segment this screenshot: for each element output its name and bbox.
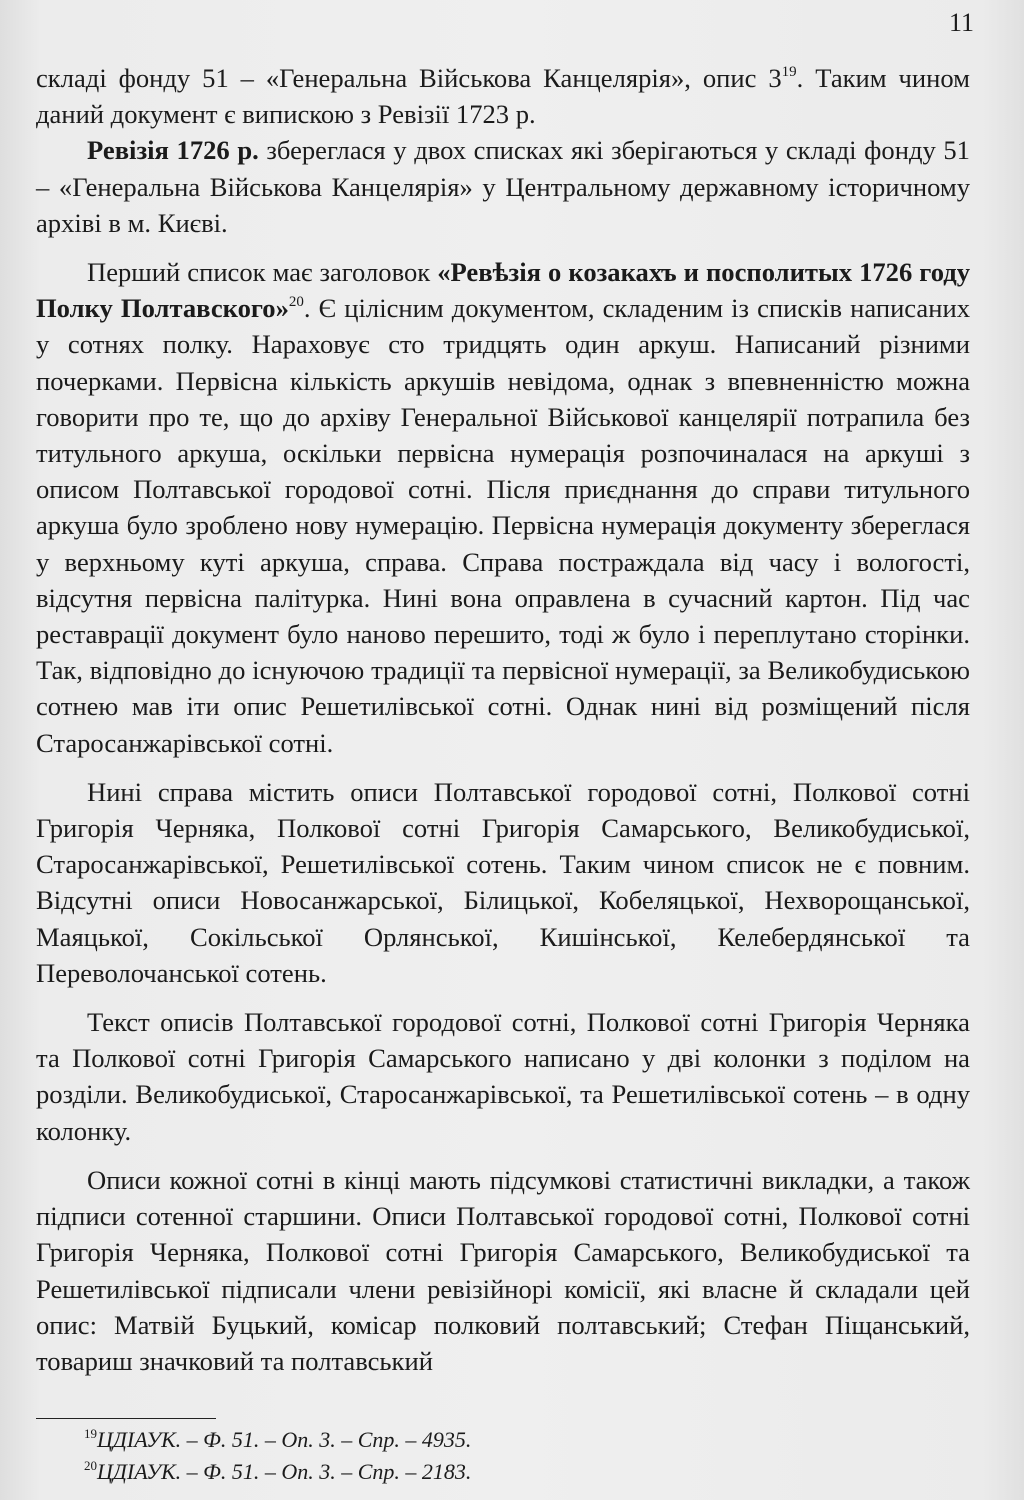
- paragraph-text: складі фонду 51 – «Генеральна Військова Канцелярія», опис 3: [36, 63, 782, 93]
- footnote-item: [84, 1456, 471, 1488]
- paragraph-text: . Є цілісним документом, складеним із списків написаних у сотнях полку. Нараховує сто тридцять один аркуш. Написаний різними почерками. Первісна кількість аркушів невідома, однак з впевненністю можна говорити про те, що до архіву Генеральної Військової канцелярії потрапила без титульного аркуша, оскільки первісна нумерація розпочиналася на аркуші з описом Полтавської городової сотні. Після приєднання до справи титульного аркуша було зроблено нову нумерацію. Первісна нумерація документу збереглася у верхньому куті аркуша, справа. Справа постраждала від часу і вологості, відсутня первісна палітурка. Нині вона оправлена в сучасний картон. Під час реставрації документ було наново перешито, тоді ж було і переплутано сторінки. Так, відповідно до існуючою традиції та первісної нумерації, за Великобудиською сотнею мав іти опис Решетилівської сотні. Однак нині від розміщений після Старосанжарівської сотні.: [36, 293, 970, 758]
- footnote-ref: 19: [781, 64, 797, 80]
- paragraph-4: Нині справа містить описи Полтавської городової сотні, Полкової сотні Григорія Черняка, Полкової сотні Григорія Самарського, Великобудиської, Старосанжарівської, Решетилівської сотень. Таким чином список не є повним. Відсутні описи Новосанжарської, Білицької, Кобеляцької, Нехворощанської, Маяцької, Сокільської Орлянської, Кишінської, Келебердянської та Переволочанської сотень.: [36, 776, 970, 988]
- footnote-item: [84, 1424, 471, 1456]
- bold-heading: Ревізія 1726 р.: [87, 135, 259, 166]
- footnote-text: ЦДІАУК. – Ф. 51. – Оп. 3. – Спр. – 4935.: [97, 1427, 472, 1452]
- footnote-number: 19: [84, 1426, 97, 1441]
- footnote-text: ЦДІАУК. – Ф. 51. – Оп. 3. – Спр. – 2183.: [97, 1459, 472, 1484]
- bold-title: «Ревѣзія о козакахъ и посполитых 1726 году Полку Полтавского»: [36, 257, 970, 324]
- page-number: 11: [948, 8, 974, 37]
- body-text: [36, 60, 970, 1379]
- paragraph-text: збереглася у двох списках які зберігаються у складі фонду 51 – «Генеральна Військова Канцелярія» у Центральному державному історичному архіві в м. Києві.: [36, 135, 970, 238]
- footnote-number: 20: [84, 1458, 97, 1473]
- footnotes: [84, 1424, 471, 1488]
- paragraph-1: [36, 60, 970, 132]
- paragraph-6: Описи кожної сотні в кінці мають підсумкові статистичні викладки, а також підписи сотенної старшини. Описи Полтавської городової сотні, Полкової сотні Григорія Черняка, Полкової сотні Григорія Самарського, Великобудиської та Решетилівської підписали члени ревізійнорі комісії, які власне й складали цей опис: Матвій Буцький, комісар полковий полтавський; Стефан Піщанський, товариш значковий та полтавський: [36, 1164, 970, 1376]
- footnote-divider: [36, 1418, 216, 1419]
- paragraph-text: Перший список має заголовок: [87, 257, 438, 288]
- paragraph-2: [36, 132, 970, 241]
- footnote-ref: 20: [288, 294, 304, 311]
- paragraph-text: . Таким чином даний документ є випискою з Ревізії 1723 р.: [36, 63, 970, 130]
- paragraph-3: [36, 254, 970, 761]
- paragraph-5: Текст описів Полтавської городової сотні, Полкової сотні Григорія Черняка та Полкової сотні Григорія Самарського написано у дві колонки з поділом на розділи. Великобудиської, Старосанжарівської, та Решетилівської сотень – в одну колонку.: [36, 1007, 970, 1146]
